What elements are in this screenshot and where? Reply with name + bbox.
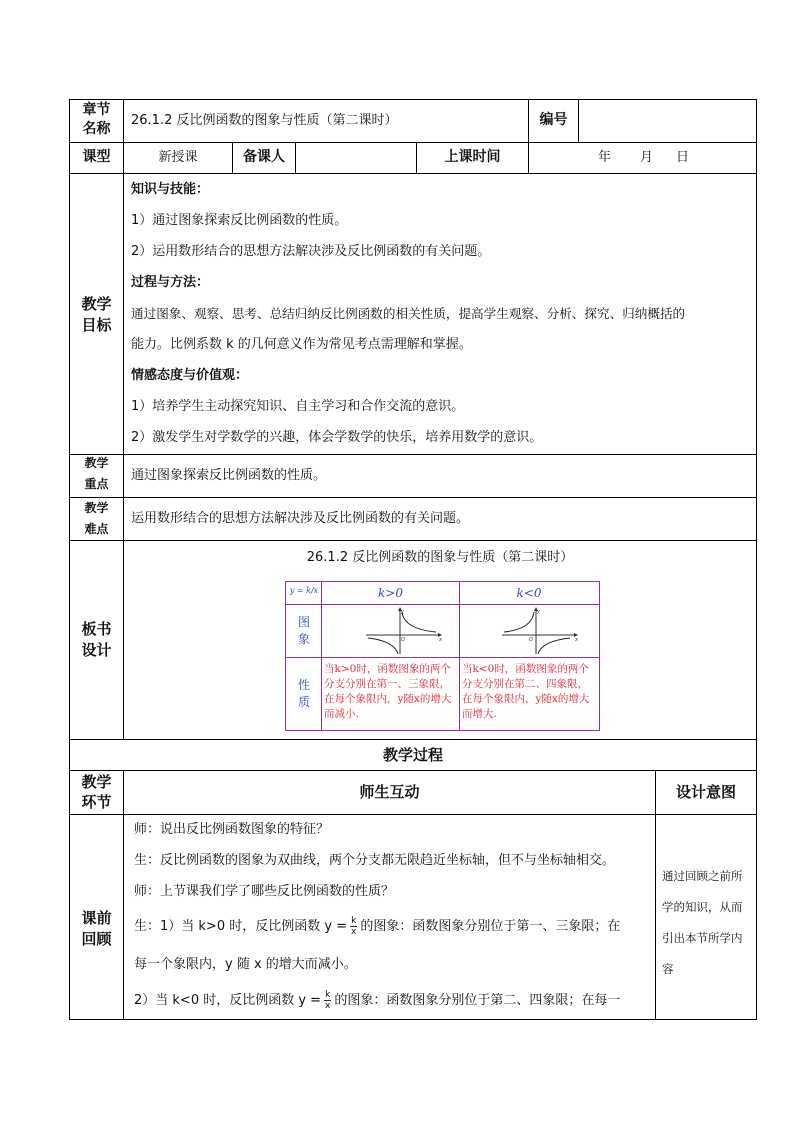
col-stage-header: 教学 环节	[81, 773, 112, 811]
dialog-line-3: 师：上节课我们学了哪些反比例函数的性质？	[134, 884, 395, 899]
svg-text:x: x	[575, 637, 578, 643]
lesson-type-value: 新授课	[158, 150, 198, 165]
table-border	[69, 142, 757, 143]
knowledge-item-2: 2）运用数形结合的思想方法解决涉及反比例函数的有关问题。	[131, 244, 491, 259]
design-intent-line: 学的知识，从而	[662, 900, 743, 914]
dialog-line-6-part-a: 2）当 k<0 时，反比例函数 y =	[134, 993, 322, 1008]
design-intent-line: 容	[662, 962, 674, 976]
table-border	[69, 454, 757, 455]
col-intent-header: 设计意图	[675, 783, 736, 801]
svg-text:O: O	[529, 637, 533, 643]
svg-text:y: y	[401, 609, 404, 615]
process-heading: 过程与方法：	[131, 275, 210, 290]
chapter-title: 26.1.2 反比例函数的图象与性质（第二课时）	[131, 113, 398, 128]
process-text-line1: 通过图象、观察、思考、总结归纳反比例函数的相关性质，提高学生观察、分析、探究、归纳概括的	[131, 306, 686, 321]
stage-review-label: 课前 回顾	[81, 909, 112, 948]
number-label: 编号	[539, 112, 568, 128]
table-border	[69, 739, 757, 740]
dialog-line-5: 每一个象限内，y 随 x 的增大而减小。	[134, 957, 357, 972]
process-text-line2: 能力。比例系数 k 的几何意义作为常见考点需理解和掌握。	[131, 337, 472, 352]
design-intent-line: 通过回顾之前所	[662, 869, 743, 883]
difficulty-text: 运用数形结合的思想方法解决涉及反比例函数的有关问题。	[131, 511, 470, 526]
hyperbola-negative-graph-icon	[498, 606, 578, 656]
table-border	[69, 540, 757, 541]
table-border	[756, 99, 757, 1020]
design-intent-text	[662, 861, 754, 985]
table-border	[69, 497, 757, 498]
svg-text:x: x	[439, 637, 442, 643]
table-border	[69, 1019, 757, 1020]
fraction-denominator: x	[325, 1001, 331, 1011]
col-interaction-header: 师生互动	[359, 783, 420, 801]
table-border	[123, 770, 124, 1020]
board-col-k-positive: k>0	[378, 586, 403, 600]
board-row-property-label: 性 质	[297, 678, 310, 709]
design-intent-line: 引出本节所学内	[662, 931, 743, 945]
fraction-numerator: k	[351, 916, 357, 926]
table-border	[69, 770, 757, 771]
fraction-k-over-x	[350, 916, 357, 937]
dialog-line-4-part-a: 生：1）当 k>0 时，反比例函数 y =	[134, 919, 348, 934]
class-time-year: 年	[598, 150, 612, 165]
attitude-item-2: 2）激发学生对学数学的兴趣，体会学数学的快乐，培养用数学的意识。	[131, 430, 543, 445]
board-divider	[321, 581, 322, 731]
dialog-line-4-part-b: 的图象：函数图象分别位于第一、三象限；在	[360, 919, 621, 934]
table-border	[578, 99, 579, 142]
dialog-line-6	[134, 990, 620, 1011]
table-border	[295, 142, 296, 173]
board-property-k-positive: 当k>0时，函数图象的两个分支分别在第一、三象限，在每个象限内，y随x的增大而减小.	[324, 663, 452, 720]
dialog-line-6-part-b: 的图象：函数图象分别位于第二、四象限；在每一	[334, 993, 621, 1008]
key-point-text: 通过图象探索反比例函数的性质。	[131, 468, 327, 483]
chapter-label: 章节 名称	[82, 102, 111, 137]
board-row-graph-label: 图 象	[297, 615, 310, 646]
board-divider	[285, 604, 600, 605]
process-section-title: 教学过程	[382, 746, 443, 764]
board-divider	[285, 657, 600, 658]
preparer-label: 备课人	[243, 149, 285, 165]
table-border	[69, 173, 757, 174]
objectives-label: 教学 目标	[81, 295, 112, 334]
fraction-k-over-x	[324, 990, 331, 1011]
key-point-label: 教学 重点	[84, 456, 109, 491]
svg-text:y: y	[537, 609, 540, 615]
fraction-numerator: k	[325, 990, 331, 1000]
dialog-line-2: 生：反比例函数的图象为双曲线，两个分支都无限趋近坐标轴，但不与坐标轴相交。	[134, 853, 616, 868]
difficulty-label: 教学 难点	[84, 501, 109, 536]
knowledge-item-1: 1）通过图象探索反比例函数的性质。	[131, 213, 348, 228]
attitude-heading: 情感态度与价值观：	[131, 368, 249, 383]
hyperbola-positive-graph-icon	[362, 606, 442, 656]
fraction-denominator: x	[351, 927, 357, 937]
board-title: 26.1.2 反比例函数的图象与性质（第二课时）	[306, 550, 574, 565]
class-time-label: 上课时间	[444, 149, 501, 165]
class-time-day: 日	[676, 150, 690, 165]
lesson-type-label: 课型	[82, 149, 111, 165]
table-border	[655, 770, 656, 1020]
table-border	[528, 142, 529, 173]
table-border	[69, 99, 70, 1020]
attitude-item-1: 1）培养学生主动探究知识、自主学习和合作交流的意识。	[131, 399, 465, 414]
dialog-line-4	[134, 916, 620, 937]
board-formula-label: y = k/x	[289, 586, 319, 595]
board-divider	[459, 581, 460, 731]
board-col-k-negative: k<0	[516, 586, 542, 600]
table-border	[69, 99, 757, 100]
dialog-line-1: 师：说出反比例函数图象的特征？	[134, 822, 330, 837]
table-border	[123, 99, 124, 740]
knowledge-heading: 知识与技能：	[131, 182, 210, 197]
svg-text:O: O	[401, 637, 405, 643]
table-border	[69, 814, 757, 815]
class-time-month: 月	[640, 150, 654, 165]
board-label: 板书 设计	[81, 620, 112, 659]
board-property-k-negative: 当k<0时，函数图象的两个分支分别在第二、四象限，在每个象限内，y随x的增大而增大.	[462, 663, 590, 720]
